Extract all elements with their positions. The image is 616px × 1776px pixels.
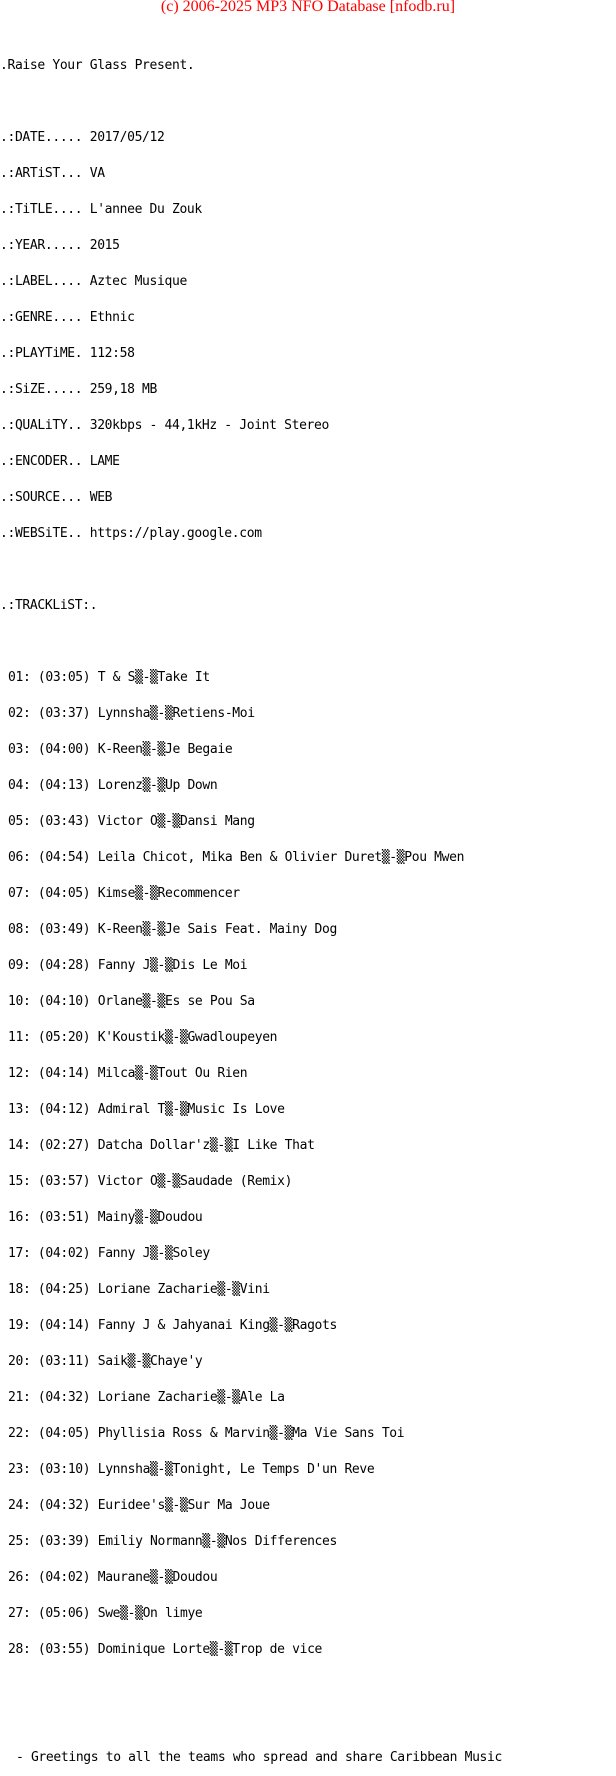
info-label: .:LABEL.... Aztec Musique — [0, 274, 187, 289]
intro-line: .Raise Your Glass Present. — [0, 58, 195, 73]
track-22: 22: (04:05) Phyllisia Ross & Marvin▒-▒Ma Vie Sans Toi — [8, 1426, 405, 1441]
info-title: .:TiTLE.... L'annee Du Zouk — [0, 202, 202, 217]
spacer — [0, 564, 616, 576]
track-05: 05: (03:43) Victor O▒-▒Dansi Mang — [8, 814, 255, 829]
info-website: .:WEBSiTE.. https://play.google.com — [0, 526, 262, 541]
track-14: 14: (02:27) Datcha Dollar'z▒-▒I Like That — [8, 1138, 315, 1153]
track-06: 06: (04:54) Leila Chicot, Mika Ben & Olivier Duret▒-▒Pou Mwen — [8, 850, 465, 865]
track-23: 23: (03:10) Lynnsha▒-▒Tonight, Le Temps D'un Reve — [8, 1462, 375, 1477]
track-25: 25: (03:39) Emiliy Normann▒-▒Nos Differences — [8, 1534, 337, 1549]
spacer — [0, 96, 616, 108]
info-genre: .:GENRE.... Ethnic — [0, 310, 135, 325]
track-26: 26: (04:02) Maurane▒-▒Doudou — [8, 1570, 218, 1585]
track-13: 13: (04:12) Admiral T▒-▒Music Is Love — [8, 1102, 285, 1117]
track-15: 15: (03:57) Victor O▒-▒Saudade (Remix) — [8, 1174, 293, 1189]
track-04: 04: (04:13) Lorenz▒-▒Up Down — [8, 778, 218, 793]
track-08: 08: (03:49) K-Reen▒-▒Je Sais Feat. Mainy Dog — [8, 922, 337, 937]
track-10: 10: (04:10) Orlane▒-▒Es se Pou Sa — [8, 994, 255, 1009]
site-header: (c) 2006-2025 MP3 NFO Database [nfodb.ru] — [160, 0, 456, 15]
info-quality: .:QUALiTY.. 320kbps - 44,1kHz - Joint Stereo — [0, 418, 329, 433]
track-17: 17: (04:02) Fanny J▒-▒Soley — [8, 1246, 210, 1261]
track-18: 18: (04:25) Loriane Zacharie▒-▒Vini — [8, 1282, 270, 1297]
tracklist-label: .:TRACKLiST:. — [0, 598, 98, 613]
info-encoder: .:ENCODER.. LAME — [0, 454, 120, 469]
track-21: 21: (04:32) Loriane Zacharie▒-▒Ale La — [8, 1390, 285, 1405]
track-16: 16: (03:51) Mainy▒-▒Doudou — [8, 1210, 203, 1225]
track-01: 01: (03:05) T & S▒-▒Take It — [8, 670, 210, 685]
greetings-line: - Greetings to all the teams who spread and share Caribbean Music — [16, 1750, 502, 1765]
info-year: .:YEAR..... 2015 — [0, 238, 120, 253]
spacer — [0, 1716, 616, 1728]
spacer — [0, 636, 616, 648]
track-03: 03: (04:00) K-Reen▒-▒Je Begaie — [8, 742, 233, 757]
info-artist: .:ARTiST... VA — [0, 166, 105, 181]
track-09: 09: (04:28) Fanny J▒-▒Dis Le Moi — [8, 958, 248, 973]
track-27: 27: (05:06) Swe▒-▒On limye — [8, 1606, 203, 1621]
track-02: 02: (03:37) Lynnsha▒-▒Retiens-Moi — [8, 706, 255, 721]
track-20: 20: (03:11) Saik▒-▒Chaye'y — [8, 1354, 203, 1369]
track-19: 19: (04:14) Fanny J & Jahyanai King▒-▒Ragots — [8, 1318, 337, 1333]
spacer — [0, 24, 616, 36]
track-07: 07: (04:05) Kimse▒-▒Recommencer — [8, 886, 240, 901]
info-playtime: .:PLAYTiME. 112:58 — [0, 346, 135, 361]
spacer — [0, 1680, 616, 1692]
track-28: 28: (03:55) Dominique Lorte▒-▒Trop de vice — [8, 1642, 323, 1657]
info-source: .:SOURCE... WEB — [0, 490, 113, 505]
track-24: 24: (04:32) Euridee's▒-▒Sur Ma Joue — [8, 1498, 270, 1513]
track-11: 11: (05:20) K'Koustik▒-▒Gwadloupeyen — [8, 1030, 278, 1045]
info-date: .:DATE..... 2017/05/12 — [0, 130, 165, 145]
info-size: .:SiZE..... 259,18 MB — [0, 382, 158, 397]
track-12: 12: (04:14) Milca▒-▒Tout Ou Rien — [8, 1066, 248, 1081]
